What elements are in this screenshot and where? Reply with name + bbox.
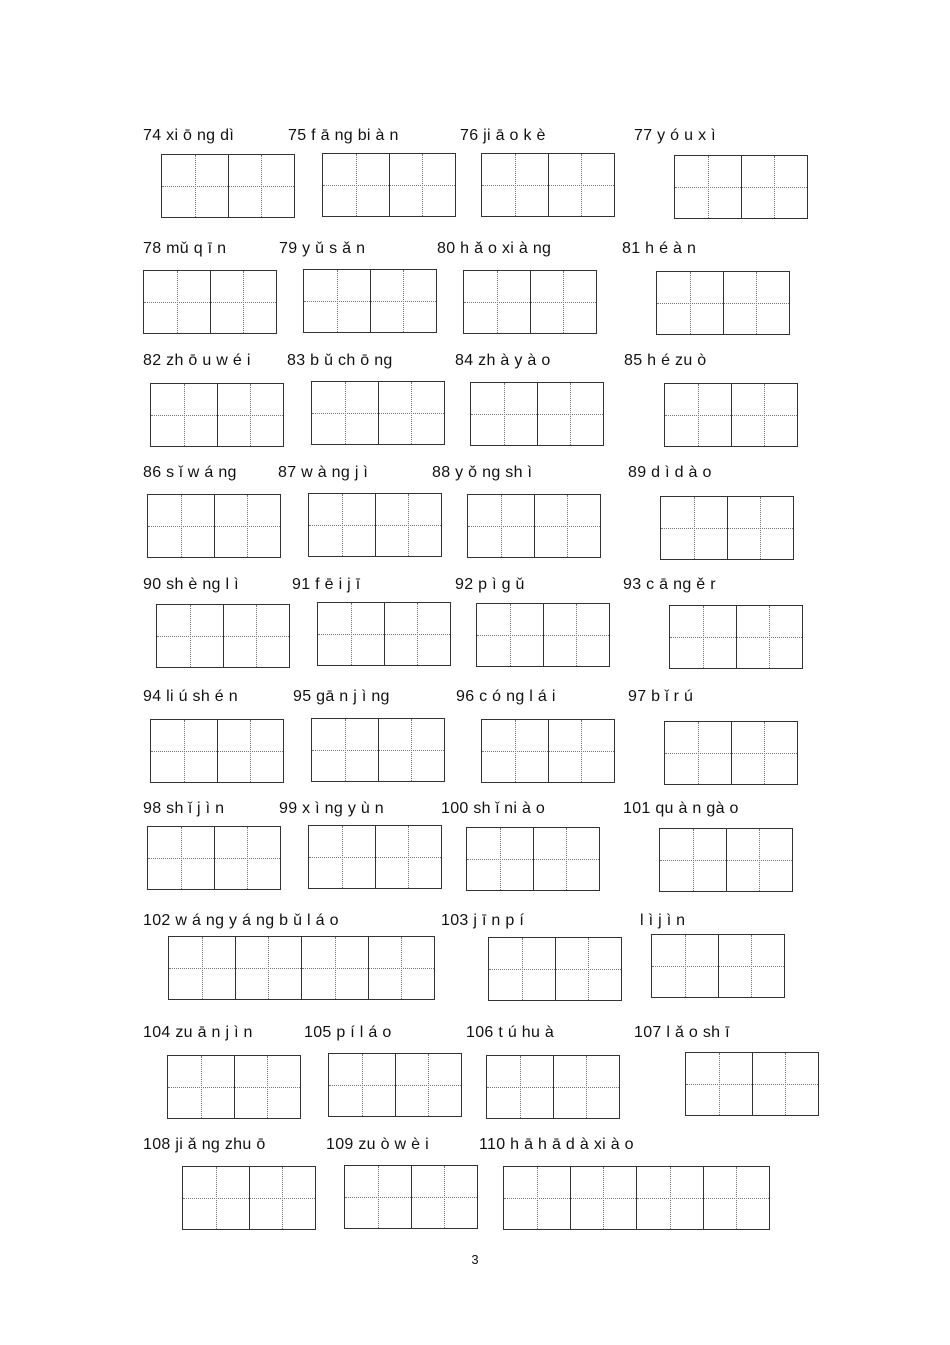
grid-cell[interactable] — [378, 382, 445, 444]
item-label: 105 p í l á o — [304, 1024, 392, 1041]
grid-cell[interactable] — [736, 606, 803, 668]
grid-cell[interactable] — [548, 154, 615, 216]
item-label: 101 qu à n gà o — [623, 800, 739, 817]
writing-grid[interactable] — [303, 269, 437, 333]
item-label: 89 d ì d à o — [628, 464, 712, 481]
grid-cell[interactable] — [548, 720, 615, 782]
item-label: 79 y ǔ s ǎ n — [279, 240, 366, 257]
grid-cell[interactable] — [323, 154, 389, 216]
grid-cell[interactable] — [487, 1056, 553, 1118]
grid-cell[interactable] — [686, 1053, 752, 1115]
grid-cell[interactable] — [375, 494, 442, 556]
writing-grid[interactable] — [503, 1166, 770, 1230]
writing-grid[interactable] — [328, 1053, 462, 1117]
writing-grid[interactable] — [669, 605, 803, 669]
item-label: 106 t ú hu à — [466, 1024, 555, 1041]
grid-cell[interactable] — [162, 155, 228, 217]
item-label: 85 h é zu ò — [624, 352, 707, 369]
writing-grid[interactable] — [481, 153, 615, 217]
item-label: 86 s ǐ w á ng — [143, 464, 237, 481]
grid-cell[interactable] — [301, 937, 368, 999]
grid-cell[interactable] — [309, 826, 375, 888]
grid-cell[interactable] — [741, 156, 808, 218]
grid-cell[interactable] — [543, 604, 610, 666]
grid-cell[interactable] — [482, 154, 548, 216]
grid-cell[interactable] — [652, 935, 718, 997]
item-label: 102 w á ng y á ng b ǔ l á o — [143, 912, 339, 929]
item-label: 82 zh ō u w é i — [143, 352, 251, 369]
writing-grid[interactable] — [311, 381, 445, 445]
grid-cell[interactable] — [660, 829, 726, 891]
grid-cell[interactable] — [312, 719, 378, 781]
writing-grid[interactable] — [150, 383, 284, 447]
grid-cell[interactable] — [670, 606, 736, 668]
grid-cell[interactable] — [731, 384, 798, 446]
writing-grid[interactable] — [486, 1055, 620, 1119]
grid-cell[interactable] — [144, 271, 210, 333]
writing-grid[interactable] — [660, 496, 794, 560]
item-label: 109 zu ò w è i — [326, 1136, 429, 1153]
writing-grid[interactable] — [481, 719, 615, 783]
writing-grid[interactable] — [143, 270, 277, 334]
grid-cell[interactable] — [304, 270, 370, 332]
item-label: 93 c ā ng ě r — [623, 576, 716, 593]
item-label: 103 j ī n p í — [441, 912, 525, 929]
writing-grid[interactable] — [150, 719, 284, 783]
writing-grid[interactable] — [470, 382, 604, 446]
grid-cell[interactable] — [675, 156, 741, 218]
writing-grid[interactable] — [463, 270, 597, 334]
writing-grid[interactable] — [344, 1165, 478, 1229]
writing-grid[interactable] — [311, 718, 445, 782]
grid-cell[interactable] — [223, 605, 290, 667]
grid-cell[interactable] — [726, 829, 793, 891]
grid-cell[interactable] — [555, 938, 622, 1000]
item-label: 80 h ǎ o xi à ng — [437, 240, 552, 257]
grid-cell[interactable] — [665, 722, 731, 784]
grid-cell[interactable] — [157, 605, 223, 667]
grid-cell[interactable] — [378, 719, 445, 781]
item-label: 76 ji ā o k è — [460, 127, 546, 144]
grid-cell[interactable] — [375, 826, 442, 888]
writing-grid[interactable] — [674, 155, 808, 219]
grid-cell[interactable] — [309, 494, 375, 556]
grid-cell[interactable] — [471, 383, 537, 445]
grid-cell[interactable] — [151, 384, 217, 446]
item-label: 87 w à ng j ì — [278, 464, 369, 481]
grid-cell[interactable] — [752, 1053, 819, 1115]
writing-grid[interactable] — [322, 153, 456, 217]
grid-cell[interactable] — [318, 603, 384, 665]
grid-cell[interactable] — [727, 497, 794, 559]
grid-cell[interactable] — [467, 828, 533, 890]
grid-cell[interactable] — [636, 1167, 703, 1229]
item-label: 95 gā n j ì ng — [293, 688, 390, 705]
grid-cell[interactable] — [504, 1167, 570, 1229]
writing-grid[interactable] — [488, 937, 622, 1001]
grid-cell[interactable] — [148, 827, 214, 889]
item-label: 96 c ó ng l á i — [456, 688, 556, 705]
writing-grid[interactable] — [476, 603, 610, 667]
item-label: 81 h é à n — [622, 240, 697, 257]
grid-cell[interactable] — [345, 1166, 411, 1228]
grid-cell[interactable] — [723, 272, 790, 334]
item-label: 110 h ā h ā d à xi à o — [479, 1136, 634, 1153]
grid-cell[interactable] — [395, 1054, 462, 1116]
grid-cell[interactable] — [411, 1166, 478, 1228]
item-label: 107 l ǎ o sh ī — [634, 1024, 730, 1041]
grid-cell[interactable] — [329, 1054, 395, 1116]
grid-cell[interactable] — [537, 383, 604, 445]
item-label: 97 b ǐ r ú — [628, 688, 694, 705]
item-label: 77 y ó u x ì — [634, 127, 716, 144]
item-label: 100 sh ǐ ni à o — [441, 800, 546, 817]
grid-cell[interactable] — [661, 497, 727, 559]
grid-cell[interactable] — [657, 272, 723, 334]
grid-cell[interactable] — [530, 271, 597, 333]
item-label: 90 sh è ng l ì — [143, 576, 239, 593]
item-label: 91 f ē i j ī — [292, 576, 361, 593]
grid-cell[interactable] — [533, 828, 600, 890]
grid-cell[interactable] — [217, 720, 284, 782]
grid-cell[interactable] — [183, 1167, 249, 1229]
grid-cell[interactable] — [468, 495, 534, 557]
grid-cell[interactable] — [464, 271, 530, 333]
writing-grid[interactable] — [664, 721, 798, 785]
writing-grid[interactable] — [168, 936, 435, 1000]
item-label: 94 li ú sh é n — [143, 688, 238, 705]
grid-cell[interactable] — [214, 495, 281, 557]
grid-cell[interactable] — [384, 603, 451, 665]
writing-grid[interactable] — [167, 1055, 301, 1119]
item-label: 74 xi ō ng dì — [143, 127, 235, 144]
grid-cell[interactable] — [570, 1167, 637, 1229]
grid-cell[interactable] — [703, 1167, 770, 1229]
item-label: 88 y ǒ ng sh ì — [432, 464, 533, 481]
writing-grid[interactable] — [466, 827, 600, 891]
item-label: 84 zh à y à o — [455, 352, 551, 369]
item-label: 108 ji ǎ ng zhu ō — [143, 1136, 266, 1153]
writing-grid[interactable] — [685, 1052, 819, 1116]
item-label: l ì j ì n — [640, 912, 686, 929]
writing-grid[interactable] — [156, 604, 290, 668]
grid-cell[interactable] — [217, 384, 284, 446]
writing-grid[interactable] — [317, 602, 451, 666]
item-label: 78 mǔ q ī n — [143, 240, 227, 257]
writing-grid[interactable] — [308, 825, 442, 889]
item-label: 99 x ì ng y ù n — [279, 800, 385, 817]
grid-cell[interactable] — [249, 1167, 316, 1229]
writing-grid[interactable] — [161, 154, 295, 218]
grid-cell[interactable] — [389, 154, 456, 216]
item-label: 98 sh ǐ j ì n — [143, 800, 225, 817]
grid-cell[interactable] — [234, 1056, 301, 1118]
grid-cell[interactable] — [148, 495, 214, 557]
writing-grid[interactable] — [656, 271, 790, 335]
grid-cell[interactable] — [151, 720, 217, 782]
grid-cell[interactable] — [235, 937, 302, 999]
grid-cell[interactable] — [482, 720, 548, 782]
writing-grid[interactable] — [467, 494, 601, 558]
grid-cell[interactable] — [489, 938, 555, 1000]
grid-cell[interactable] — [210, 271, 277, 333]
writing-grid[interactable] — [308, 493, 442, 557]
grid-cell[interactable] — [553, 1056, 620, 1118]
grid-cell[interactable] — [370, 270, 437, 332]
grid-cell[interactable] — [665, 384, 731, 446]
item-label: 83 b ǔ ch ō ng — [287, 352, 393, 369]
writing-grid[interactable] — [147, 826, 281, 890]
grid-cell[interactable] — [168, 1056, 234, 1118]
grid-cell[interactable] — [718, 935, 785, 997]
grid-cell[interactable] — [214, 827, 281, 889]
item-label: 104 zu ā n j ì n — [143, 1024, 253, 1041]
writing-grid[interactable] — [182, 1166, 316, 1230]
grid-cell[interactable] — [228, 155, 295, 217]
writing-grid[interactable] — [664, 383, 798, 447]
writing-grid[interactable] — [659, 828, 793, 892]
grid-cell[interactable] — [312, 382, 378, 444]
grid-cell[interactable] — [169, 937, 235, 999]
item-label: 75 f ā ng bi à n — [288, 127, 399, 144]
grid-cell[interactable] — [477, 604, 543, 666]
grid-cell[interactable] — [731, 722, 798, 784]
item-label: 92 p ì g ǔ — [455, 576, 525, 593]
writing-grid[interactable] — [147, 494, 281, 558]
page-number: 3 — [471, 1252, 479, 1267]
grid-cell[interactable] — [368, 937, 435, 999]
writing-grid[interactable] — [651, 934, 785, 998]
grid-cell[interactable] — [534, 495, 601, 557]
